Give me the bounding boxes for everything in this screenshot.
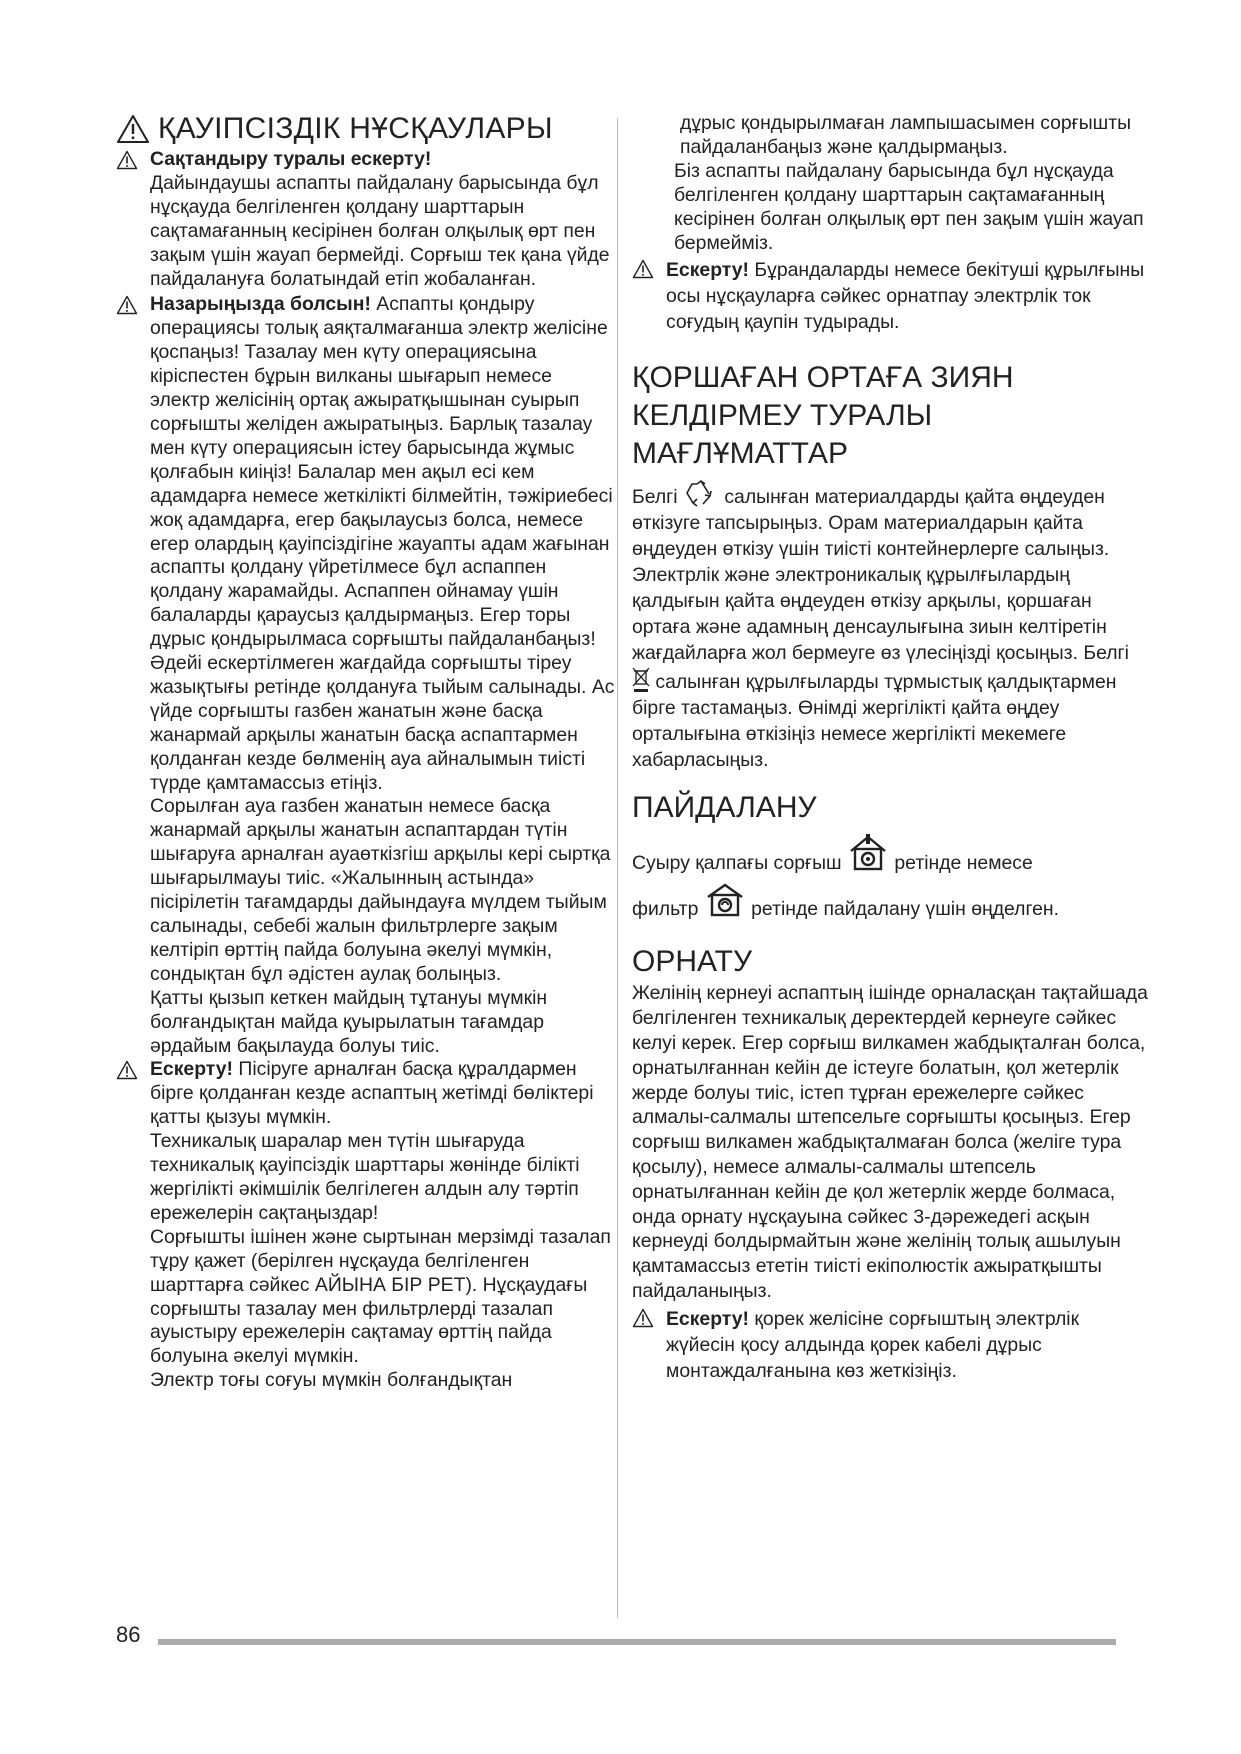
environment-title-line: ҚОРШАҒАН ОРТАҒА ЗИЯН [632, 361, 1014, 395]
install-paragraph: Желінің кернеуі аспаптың ішінде орналасқан тақтайшада белгіленген техникалық деректердей кернеуге сәйкес келуі керек. Егер сорғыш вилкамен жабдықталған болса, орнатылғаннан кейін де істеуге болатын, қол жетерлік жерде болуы тиіс, істеп тұрған ережелерге сәйкес алмалы-салмалы штепсельге сорғышты қосыңыз. Егер сорғыш вилкамен жабдықталмаған болса (желіге тура қосылу), немесе алмалы-салмалы штепсель орнатылғаннан кейін де қол жетерлік жерде болмаса, онда орнату нұсқауына сәйкес 3-дәрежедегі асқын кернеуді болдырмайтын және желінің толық ашылуын қамтамассыз ететін тиісті екіполюстік ажыратқышты пайдаланыңыз. [632, 982, 1148, 1302]
warning-label: Ескерту! [666, 1307, 750, 1330]
column-divider [617, 118, 618, 1618]
text-fragment: ретінде немесе [894, 852, 1033, 875]
text-fragment: Белгі [632, 486, 678, 509]
warning-icon [116, 114, 150, 144]
paragraph: Қатты қызып кеткен майдың тұтануы мүмкін болғандықтан майда қуырылатын тағамдар әрдайым бақылауда болуы тиіс. [150, 986, 548, 1057]
environment-paragraph-2 [632, 562, 1152, 666]
warning-icon [116, 295, 138, 315]
safety-warning-1 [116, 148, 616, 291]
paragraph: Сорғышты ішінен және сыртынан мерзімді тазалап тұру қажет (берілген нұсқауда белгіленген шарттарға сәйкес АЙЫНА БІР РЕТ). Нұсқаудағы сорғышты тазалау мен фильтрлерді тазалап ауыстыру ережелерін сақтамау өрттің пайда болуына әкелуі мүмкін. [150, 1225, 611, 1368]
paragraph: Техникалық шаралар мен түтін шығаруда техникалық қауіпсіздік шарттары жөнінде білікті жергілікті әкімшілік белгілеген алдын алу тәртіп ережелерін сақтаңыздар! [150, 1130, 580, 1224]
environment-title-line: МАҒЛҰМАТТАР [632, 437, 848, 471]
page-number: 86 [116, 1622, 141, 1647]
warning-label: Ескерту! [666, 259, 750, 282]
right-column [632, 112, 1152, 1384]
paragraph: Сорылған ауа газбен жанатын немесе басқа жанармай арқылы жанатын аспаптардан түтін шығаруға арналған ауаөткізгіш арқылы кері сыртқа шығарылмауы тиіс. «Жалынның астында» пісірілетін тағамдарды дайындауға мүлдем тыйым салынады, себебі жалын фильтрлерге зақым келтіріп өрттің пайда болуына әкелуі мүмкін, сондықтан бұл әдістен аулақ болыңыз. [150, 795, 611, 985]
environment-title-line: КЕЛДІРМЕУ ТУРАЛЫ [632, 399, 933, 433]
hood-filter-icon [704, 883, 746, 919]
footer-rule [158, 1639, 1116, 1645]
warning-text: Бұрандаларды немесе бекітуші құрылғыны осы нұсқауларға сәйкес орнатпау электрлік ток соғудың қаупін тудырады. [666, 259, 1145, 334]
warning-label: Назарыңызда болсын! [150, 293, 371, 316]
warning-icon [632, 259, 654, 279]
safety-warning-4 [632, 257, 1152, 335]
warning-text: Аспапты қондыру операциясы толық аяқталмағанша электр желісіне қоспаңыз! Тазалау мен күту операциясына кіріспестен бұрын вилканы шығарып немесе электр желісінің ортақ ажыратқышынан суырып сорғышты желіден ажыратыңыз. Барлық тазалау мен күту операциясын істеу барысында жұмыс қолғабын киіңіз! Балалар мен ақыл есі кем адамдарға немесе жеткілікті білмейтін, тәжіриебесі жоқ адамдарға, егер бақылаусыз болса, немесе егер олардың қауіпсіздігіне жауапты адам жағынан аспапты қолдану үйретілмесе бұл аспаппен қолдану жарамайды. Аспаппен ойнамау үшін балаларды қараусыз қалдырмаңыз. Егер торы дұрыс қондырылмаса сорғышты пайдаланбаңыз! Әдейі ескертілмеген жағдайда сорғышты тіреу жазықтығы ретінде қолдануға тыйым салынады. Ас үйде сорғышты газбен жанатын және басқа жанармай арқылы жанатын басқа аспаптармен қолданған кезде бөлменің ауа айналымын тиісті түрде қамтамассыз етіңіз. [150, 293, 615, 794]
text-fragment: ретінде пайдалану үшін өңделген. [751, 898, 1059, 921]
environment-paragraph-3 [632, 666, 1152, 773]
warning-text: Пісіруге арналған басқа құралдармен бірге қолданған кезде аспаптың жетімді бөліктері қатты қызуы мүмкін. [150, 1058, 594, 1129]
safety-title: ҚАУІПСІЗДІК НҰСҚАУЛАРЫ [158, 112, 553, 145]
paragraph: дұрыс қондырылмаған лампышасымен сорғышты пайдаланбаңыз және қалдырмаңыз. [680, 112, 1132, 158]
warning-icon [116, 1060, 138, 1080]
paragraph: Біз аспапты пайдалану барысында бұл нұсқауда белгіленген қолдану шарттарын сақтамағанның кесірінен болған олқылық өрт пен зақым үшін жауап бермейміз. [674, 159, 1144, 254]
paragraph: Электр тоғы соғуы мүмкін болғандықтан [150, 1369, 513, 1392]
warning-text: қорек желісіне сорғыштың электрлік жүйесін қосу алдында қорек кабелі дұрыс монтаждалғанына көз жеткізіңіз. [666, 1307, 1080, 1382]
environment-paragraph-1 [632, 479, 1152, 562]
safety-warning-5 [632, 1306, 1152, 1384]
safety-warning-3 [116, 1058, 616, 1130]
text-fragment: салынған құрылғыларды тұрмыстық қалдықтармен бірге тастамаңыз. Өнімді жергілікті қайта өңдеу орталығына өткізіңіз немесе жергілікті мекемеге хабарласыңыз. [632, 671, 1117, 772]
install-title: ОРНАТУ [632, 945, 753, 979]
safety-warning-2 [116, 293, 616, 795]
safety-heading-row [116, 112, 616, 146]
recycle-icon [683, 479, 719, 509]
warning-label: Ескерту! [150, 1058, 234, 1081]
crossed-bin-icon [632, 666, 650, 694]
text-fragment: салынған материалдарды қайта өңдеуден өткізуге тапсырыңыз. Орам материалдарын қайта өңдеуден өткізу үшін тиісті контейнерлерге салыңыз. [632, 486, 1110, 561]
environment-heading [632, 359, 1152, 473]
warning-icon [116, 150, 138, 170]
warning-icon [632, 1308, 654, 1328]
text-fragment: фильтр [632, 898, 699, 921]
use-title: ПАЙДАЛАНУ [632, 791, 817, 825]
left-column [116, 112, 616, 1393]
warning-label: Сақтандыру туралы ескерту! [150, 148, 432, 170]
warning-text: Дайындаушы аспапты пайдалану барысында бұл нұсқауда белгіленген қолдану шарттарын сақтамағанның кесірінен болған олқылық өрт пен зақым үшін жауап бермейді. Сорғыш тек қана үйде пайдалануға болатындай етіп жобаланған. [150, 171, 610, 290]
text-fragment: Электрлік және электроникалық құрылғылардың қалдығын қайта өңдеуден өткізу арқылы, қоршаған ортаға және адамның денсаулығына зиын келтіретін жағдайларға жол бермеуге өз үлесіңізді қосыңыз. Белгі [632, 564, 1129, 665]
text-fragment: Суыру қалпағы сорғыш [632, 852, 842, 875]
use-paragraph [632, 833, 1152, 929]
hood-extraction-icon [847, 833, 889, 873]
